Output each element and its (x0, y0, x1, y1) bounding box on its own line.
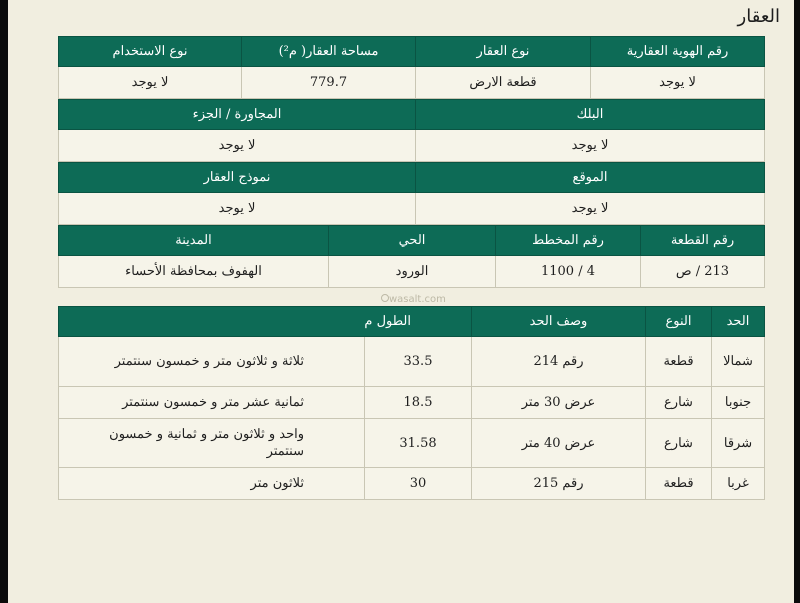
value-property-area: 779.7 (242, 67, 416, 99)
header-block: البلك (416, 100, 765, 130)
header-property-model: نموذج العقار (59, 163, 416, 193)
boundary-type: شارع (646, 387, 712, 419)
header-property-area: مساحة العقار( م²) (242, 37, 416, 67)
boundary-side: شمالا (712, 337, 765, 387)
boundary-description: رقم 215 (472, 468, 646, 500)
table-row (59, 337, 765, 387)
boundary-side: جنوبا (712, 387, 765, 419)
boundary-description: عرض 40 متر (472, 419, 646, 468)
boundary-length-text: ثمانية عشر متر و خمسون سنتمتر (59, 387, 365, 419)
header-length: الطول م (59, 307, 472, 337)
boundary-type: شارع (646, 419, 712, 468)
header-description: وصف الحد (472, 307, 646, 337)
boundary-length-number: 33.5 (365, 337, 472, 387)
watermark-text: wasalt.com (389, 294, 446, 305)
value-neighborhood-part: لا يوجد (59, 130, 416, 162)
table-row (59, 387, 765, 419)
boundary-length-text: ثلاثة و ثلاثون متر و خمسون سنتمتر (59, 337, 365, 387)
value-block: لا يوجد (416, 130, 765, 162)
header-neighborhood-part: المجاورة / الجزء (59, 100, 416, 130)
boundary-type: قطعة (646, 468, 712, 500)
value-property-type: قطعة الارض (416, 67, 591, 99)
value-plan-number: 4 / 1100 (496, 256, 641, 288)
watermark (378, 294, 446, 305)
table-row (59, 419, 765, 468)
boundary-length-number: 31.58 (365, 419, 472, 468)
header-plan-number: رقم المخطط (496, 226, 641, 256)
header-boundary: الحد (712, 307, 765, 337)
table-row (59, 468, 765, 500)
boundaries-table (58, 306, 765, 500)
plot-table (58, 225, 765, 288)
boundary-length-text: واحد و ثلاثون متر و ثمانية و خمسون سنتمتر (59, 419, 365, 468)
header-plot-number: رقم القطعة (641, 226, 765, 256)
boundary-length-text: ثلاثون متر (59, 468, 365, 500)
header-property-type: نوع العقار (416, 37, 591, 67)
value-district: الورود (329, 256, 496, 288)
block-table (58, 99, 765, 162)
boundary-side: شرقا (712, 419, 765, 468)
section-title: العقار (737, 6, 780, 27)
value-location: لا يوجد (416, 193, 765, 225)
location-pin-icon (381, 294, 389, 302)
header-usage-type: نوع الاستخدام (59, 37, 242, 67)
document-sheet (8, 0, 794, 603)
value-usage-type: لا يوجد (59, 67, 242, 99)
header-district: الحي (329, 226, 496, 256)
boundary-type: قطعة (646, 337, 712, 387)
property-info-table (58, 36, 765, 99)
location-table (58, 162, 765, 225)
value-city: الهفوف بمحافظة الأحساء (59, 256, 329, 288)
boundary-length-number: 30 (365, 468, 472, 500)
value-property-model: لا يوجد (59, 193, 416, 225)
boundary-side: غربا (712, 468, 765, 500)
header-type: النوع (646, 307, 712, 337)
boundary-length-number: 18.5 (365, 387, 472, 419)
header-property-id: رقم الهوية العقارية (591, 37, 765, 67)
header-location: الموقع (416, 163, 765, 193)
value-property-id: لا يوجد (591, 67, 765, 99)
value-plot-number: 213 / ص (641, 256, 765, 288)
boundary-description: رقم 214 (472, 337, 646, 387)
boundary-description: عرض 30 متر (472, 387, 646, 419)
header-city: المدينة (59, 226, 329, 256)
